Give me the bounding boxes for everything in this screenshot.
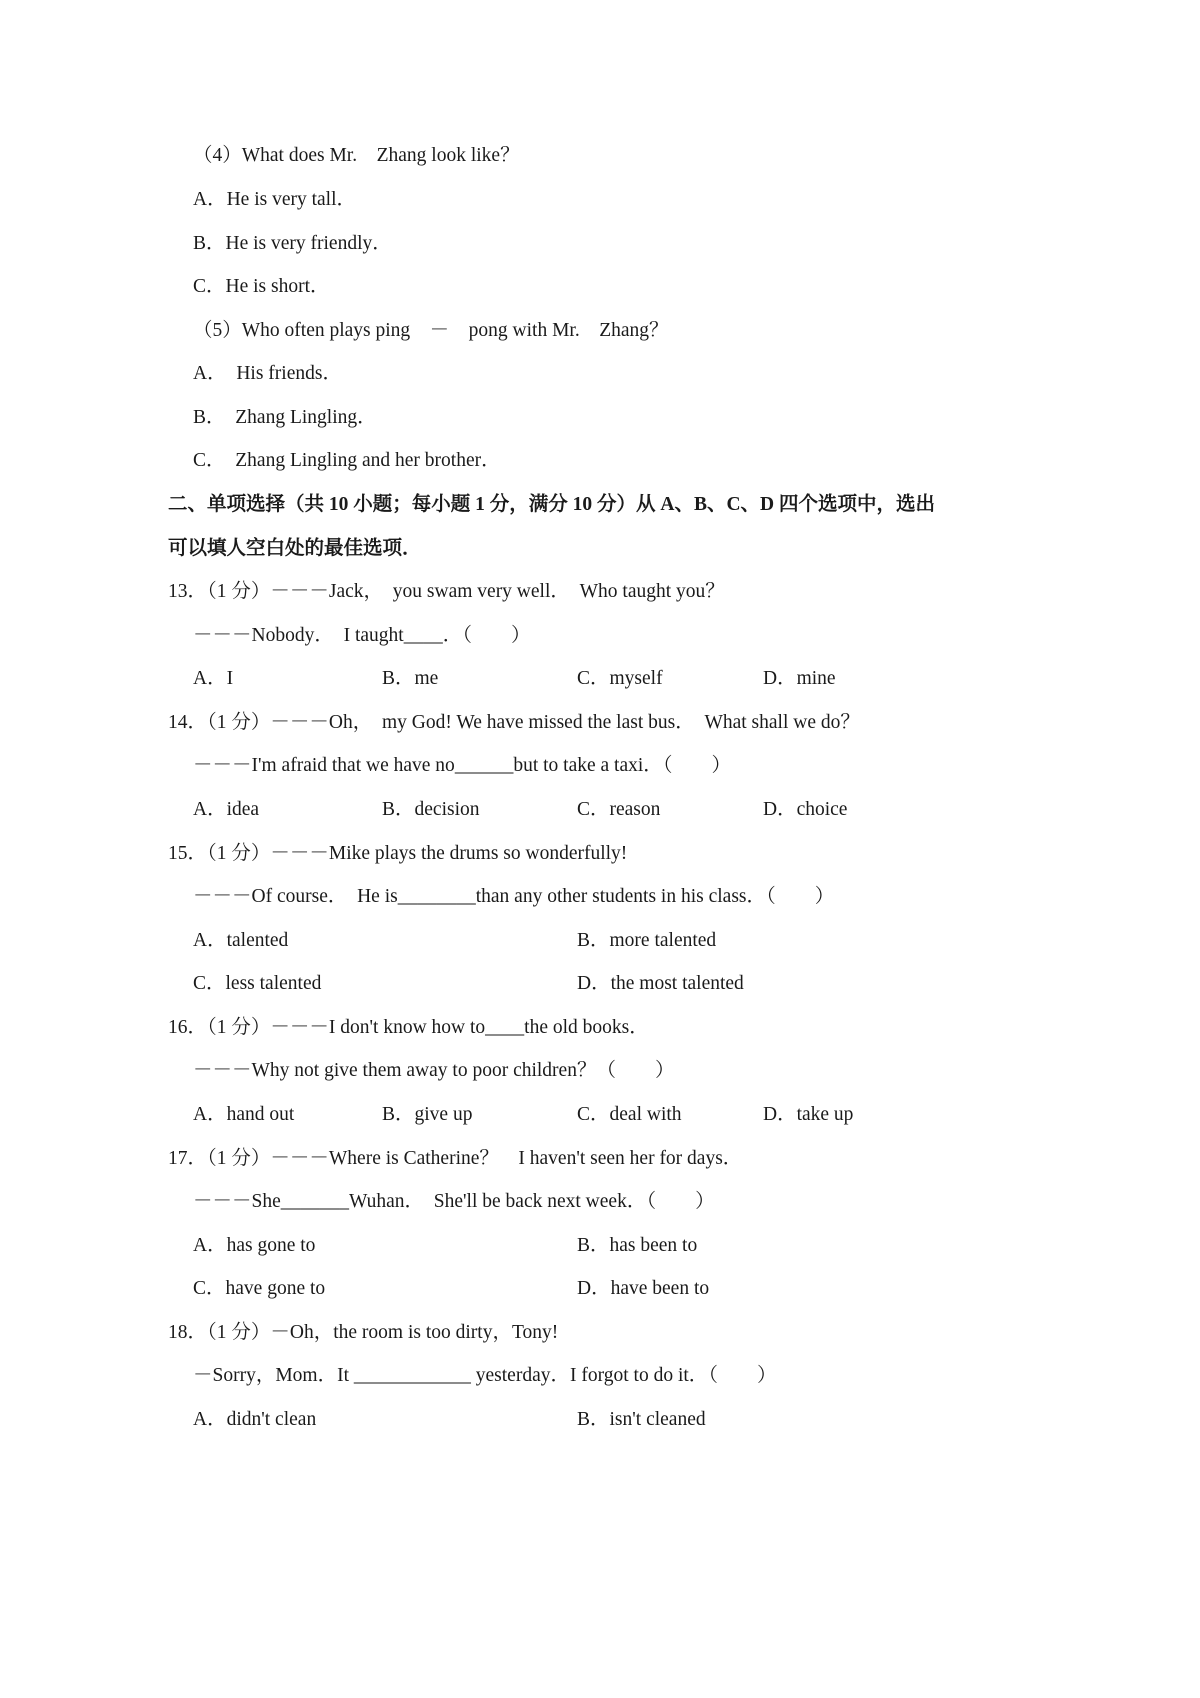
question-number: 17．（1 分）: [168, 1148, 271, 1169]
question-4-stem: （4）What does Mr. Zhang look like？: [193, 145, 520, 166]
answer-blank: ________: [397, 886, 476, 907]
question-18-option-a: A．didn't clean: [193, 1409, 317, 1430]
question-text: －－－Mike plays the drums so wonderfully!: [270, 843, 628, 864]
question-17-option-c: C．have gone to: [193, 1278, 326, 1299]
question-14-option-c: C．reason: [577, 799, 661, 820]
question-5-option-b: B． Zhang Lingling．: [193, 407, 377, 428]
question-17-option-d: D．have been to: [577, 1278, 710, 1299]
question-number: 18．（1 分）: [168, 1322, 271, 1343]
question-15-option-b: B．more talented: [577, 930, 717, 951]
question-text: －－－Jack， you swam very well． Who taught you？: [270, 581, 725, 602]
question-5-option-a: A． His friends．: [193, 363, 342, 384]
question-number: 14．（1 分）: [168, 712, 271, 733]
section-2-heading-line-2: 可以填人空白处的最佳选项．: [168, 538, 422, 559]
question-text: but to take a taxi．（ ）: [513, 755, 732, 776]
question-text: than any other students in his class．（ ）: [475, 886, 835, 907]
question-13-option-b: B．me: [382, 668, 439, 689]
question-text: Wuhan． She'll be back next week．（ ）: [349, 1191, 715, 1212]
question-text: －－－Of course． He is: [193, 886, 398, 907]
question-text: the old books．: [524, 1017, 649, 1038]
question-13-option-c: C．myself: [577, 668, 663, 689]
question-15-line-2: [193, 883, 834, 911]
question-13-line-1: [168, 578, 725, 606]
question-text: －－－She: [193, 1191, 281, 1212]
section-2-heading-line-1: 二、单项选择（共 10 小题；每小题 1 分，满分 10 分）从 A、B、C、D 四个选项中，选出: [168, 494, 936, 515]
question-14-option-b: B．decision: [382, 799, 480, 820]
question-15-line-1: [168, 840, 627, 868]
question-text: －－－Where is Catherine？ I haven't seen her for days．: [270, 1148, 743, 1169]
question-16-option-c: C．deal with: [577, 1104, 682, 1125]
question-15-option-d: D．the most talented: [577, 973, 744, 994]
question-text: －－－I don't know how to: [270, 1017, 486, 1038]
answer-blank: ______: [454, 755, 514, 776]
answer-blank: ____________: [353, 1365, 471, 1386]
question-17-line-1: [168, 1145, 742, 1173]
question-5-option-c: C． Zhang Lingling and her brother．: [193, 450, 501, 471]
question-17-option-a: A．has gone to: [193, 1235, 316, 1256]
question-4-option-b: B．He is very friendly．: [193, 233, 392, 254]
question-text: －Sorry，Mom．It: [193, 1365, 354, 1386]
question-text: ．（ ）: [442, 625, 531, 646]
question-18-option-b: B．isn't cleaned: [577, 1409, 706, 1430]
question-15-option-a: A．talented: [193, 930, 289, 951]
answer-blank: _______: [280, 1191, 350, 1212]
question-4-option-a: A．He is very tall．: [193, 189, 357, 210]
question-16-line-1: [168, 1014, 649, 1042]
question-text: －－－Oh， my God! We have missed the last bus． What shall we do？: [270, 712, 860, 733]
question-16-option-d: D．take up: [763, 1104, 854, 1125]
question-text: －－－Nobody． I taught: [193, 625, 404, 646]
question-16-line-2: －－－Why not give them away to poor children？（ ）: [193, 1060, 675, 1081]
question-16-option-a: A．hand out: [193, 1104, 295, 1125]
answer-blank: ____: [485, 1017, 525, 1038]
question-5-stem: （5）Who often plays ping － pong with Mr. Zhang？: [193, 320, 669, 341]
question-17-line-2: [193, 1188, 715, 1216]
answer-blank: ____: [403, 625, 443, 646]
question-number: 15．（1 分）: [168, 843, 271, 864]
question-14-option-a: A．idea: [193, 799, 260, 820]
question-13-option-a: A．I: [193, 668, 234, 689]
question-14-option-d: D．choice: [763, 799, 848, 820]
question-17-option-b: B．has been to: [577, 1235, 698, 1256]
question-18-line-2: [193, 1362, 777, 1390]
question-18-line-1: [168, 1319, 558, 1347]
question-13-option-d: D．mine: [763, 668, 836, 689]
question-14-line-1: [168, 709, 860, 737]
question-number: 13．（1 分）: [168, 581, 271, 602]
question-13-line-2: [193, 622, 530, 650]
question-4-option-c: C．He is short．: [193, 276, 330, 297]
question-14-line-2: [193, 752, 731, 780]
question-16-option-b: B．give up: [382, 1104, 473, 1125]
question-15-option-c: C．less talented: [193, 973, 322, 994]
question-text: －Oh，the room is too dirty，Tony!: [270, 1322, 559, 1343]
question-text: －－－I'm afraid that we have no: [193, 755, 455, 776]
question-text: yesterday．I forgot to do it．（ ）: [470, 1365, 777, 1386]
question-number: 16．（1 分）: [168, 1017, 271, 1038]
